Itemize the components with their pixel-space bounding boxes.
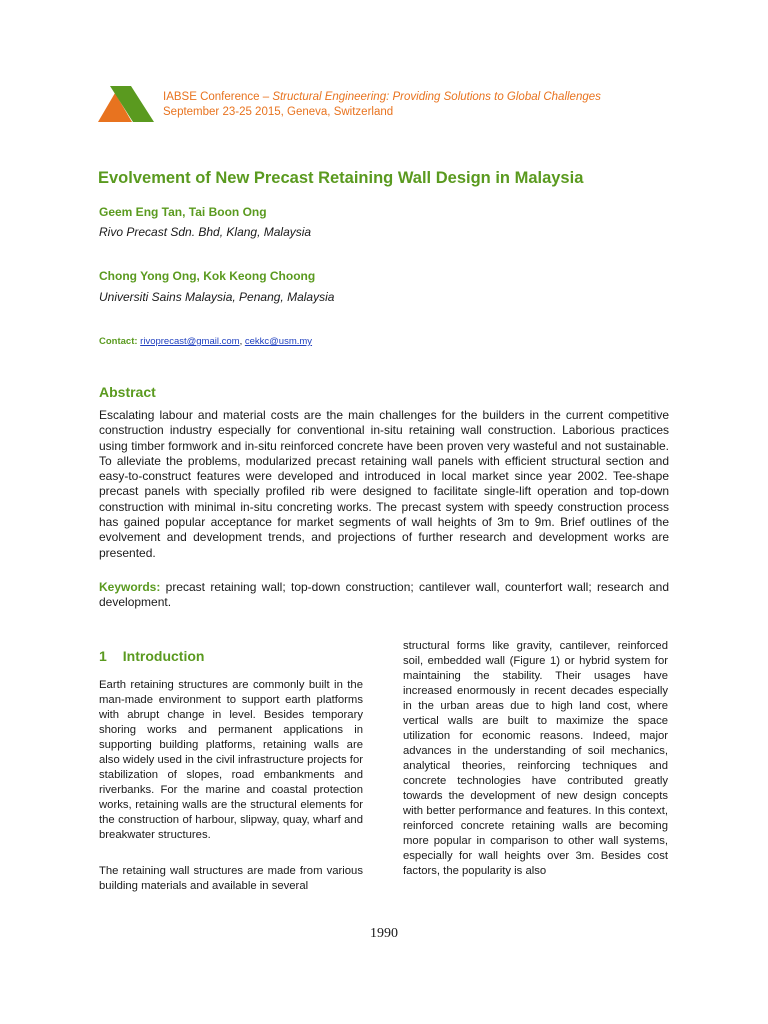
author-group-2: Chong Yong Ong, Kok Keong Choong [99,269,316,283]
page-number: 1990 [370,926,398,941]
intro-paragraph-1: Earth retaining structures are commonly built in the man-made environment to support earth platforms with abrupt change in level. Besides temporary shoring works and permanent applications in supporting building platforms, retaining walls are also widely used in the civil infrastructure projects for stabilization of slopes, road embankments and riverbanks. For the marine and coastal protection works, retaining walls are the structural elements for the construction of harbour, slipway, quay, wharf and breakwater structures. [99,679,363,841]
paper-title: Evolvement of New Precast Retaining Wall Design in Malaysia [98,169,584,187]
contact-email-link-1[interactable]: rivoprecast@gmail.com [140,336,240,347]
abstract-heading: Abstract [99,384,156,400]
intro-paragraph-2: The retaining wall structures are made from various building materials and available in several [99,865,363,892]
contact-separator: , [239,336,245,347]
section-number: 1 [99,648,107,664]
conference-prefix: IABSE Conference – [163,91,273,103]
contact-label: Contact: [99,336,138,347]
keywords-label: Keywords: [99,580,161,594]
conference-name [163,90,601,104]
affiliation-2: Universiti Sains Malaysia, Penang, Malaysia [99,290,335,304]
contact-line [99,336,312,347]
abstract-body: Escalating labour and material costs are the main challenges for the builders in the current competitive construction industry especially for conventional in-situ retaining wall construction. Laborious practices using timber formwork and in-situ reinforced concrete have been proven very wasteful and not sustainable. To alleviate the problems, modularized precast retaining wall panels with efficient structural section and easy-to-construct features were developed and introduced in local market since year 2002. Tee-shape precast panels with specially profiled rib were designed to facilitate single-lift operation and top-down construction with minimal in-situ concreting works. The precast system with speedy construction process has gained popular acceptance for market segments of wall heights of 3m to 9m. Brief outlines of the evolvement and development trends, and projections of further research and development works are presented. [99,408,669,560]
conference-dates: September 23-25 2015, Geneva, Switzerland [163,106,394,118]
conference-theme: Structural Engineering: Providing Solutions to Global Challenges [272,91,601,103]
affiliation-1: Rivo Precast Sdn. Bhd, Klang, Malaysia [99,225,312,239]
section-heading-introduction [99,648,204,664]
intro-paragraph-right-column: structural forms like gravity, cantilever, reinforced soil, embedded wall (Figure 1) or hybrid system for maintaining the stability. Their usages have increased enormously in recent decades especially in the urban areas due to high land cost, where vertical walls are built to maximize the space utilization for economic reasons. Indeed, major advances in the understanding of soil mechanics, analytical theories, reinforcing techniques and concrete technologies have contributed greatly towards the development of new design concepts with better performance and features. In this context, reinforced concrete retaining walls are becoming more popular in comparison to other wall systems, especially for wall heights over 3m. Besides cost factors, the popularity is also [403,640,668,877]
keywords-text: precast retaining wall; top-down construction; cantilever wall, counterfort wall; research and development. [99,580,669,610]
iabse-logo [98,86,154,122]
author-group-1: Geem Eng Tan, Tai Boon Ong [99,205,267,219]
contact-email-link-2[interactable]: cekkc@usm.my [244,336,313,347]
section-title: Introduction [122,648,205,664]
keywords-line [99,580,669,611]
